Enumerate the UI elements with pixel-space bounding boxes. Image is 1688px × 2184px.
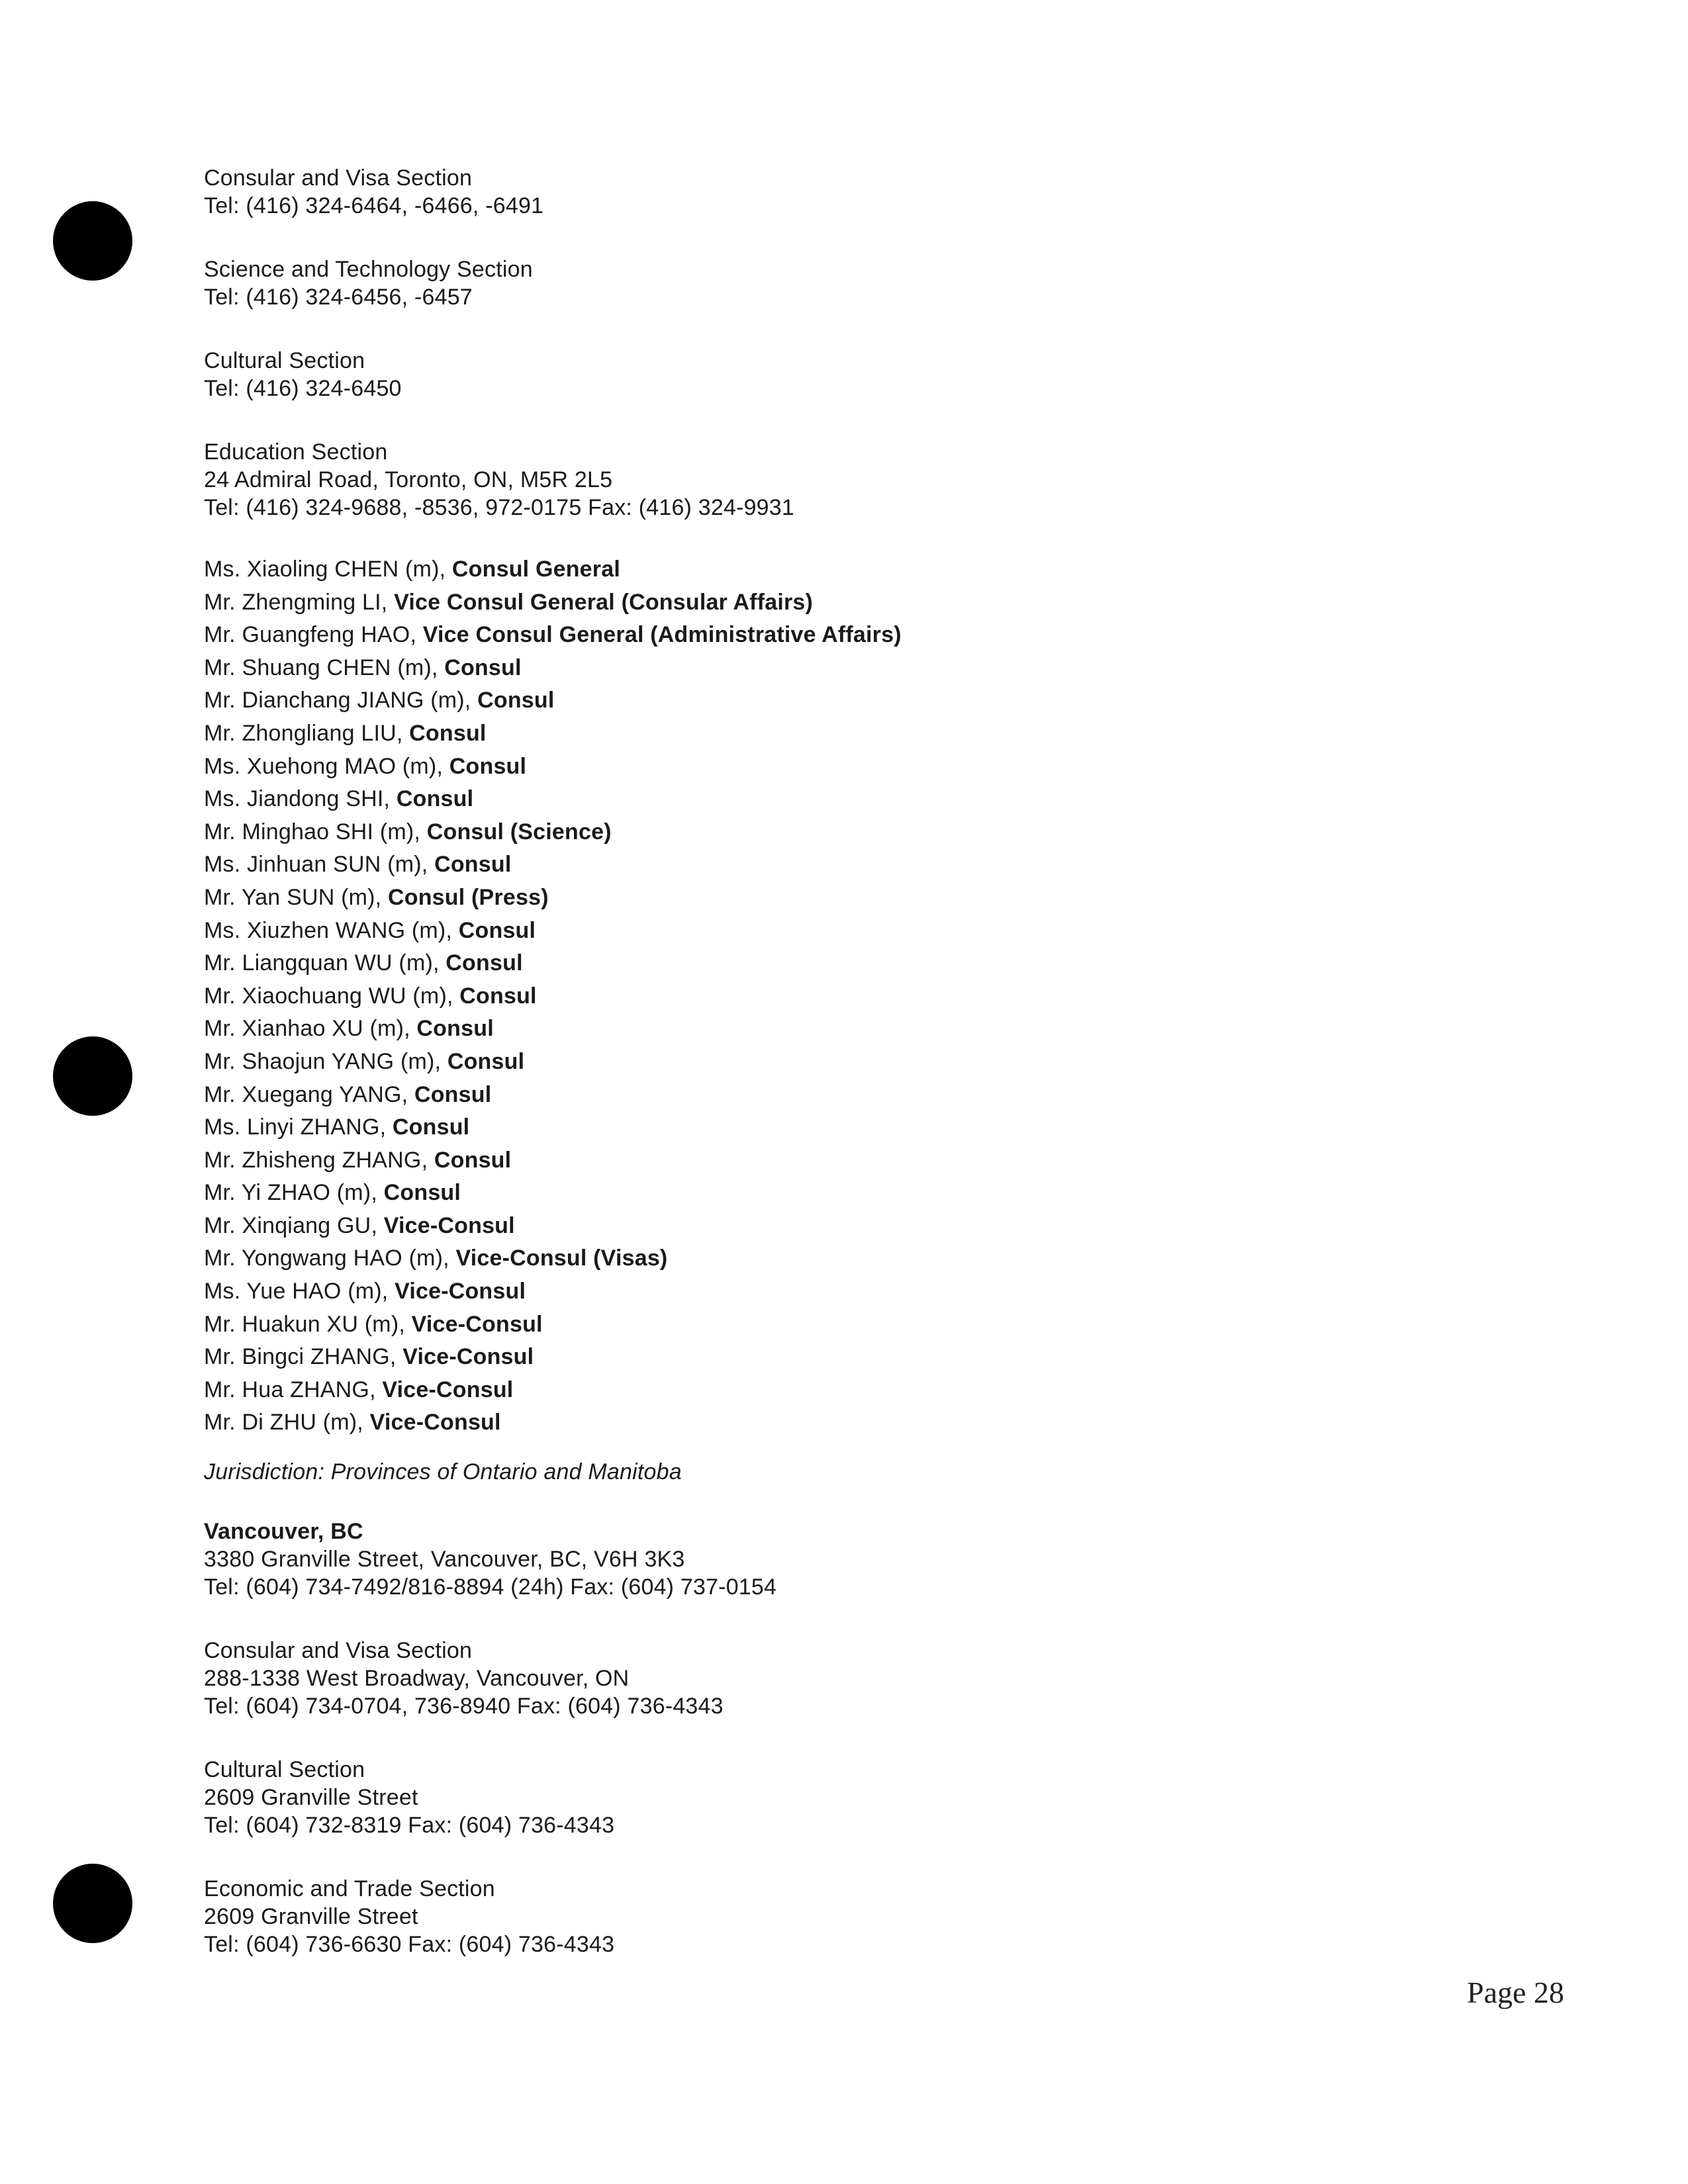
section-detail-line: Tel: (604) 736-6630 Fax: (604) 736-4343 [204,1932,615,1958]
staff-row [204,553,1462,586]
staff-title: Consul [447,1048,525,1074]
staff-row [204,619,1462,652]
section-detail-line: Tel: (604) 732-8319 Fax: (604) 736-4343 [204,1813,615,1839]
section-detail-line: Tel: (604) 734-0704, 736-8940 Fax: (604) 736-4343 [204,1694,724,1719]
staff-title: Consul General [451,557,620,582]
staff-list [204,553,1462,1439]
jurisdiction-note: Jurisdiction: Provinces of Ontario and Manitoba [204,1459,682,1485]
staff-title: Vice-Consul [383,1212,515,1238]
staff-row [204,882,1462,915]
staff-name: Mr. Xiaochuang WU (m), [204,983,460,1009]
section-block [204,1637,1462,1720]
staff-title: Consul [434,1147,512,1173]
staff-name: Mr. Yi ZHAO (m), [204,1180,384,1206]
staff-row [204,980,1462,1013]
staff-name: Ms. Xuehong MAO (m), [204,753,449,779]
section-block [204,255,1462,311]
staff-row [204,1013,1462,1046]
staff-name: Ms. Linyi ZHANG, [204,1115,393,1140]
vancouver-consulate [204,1518,1462,1601]
section-title: Consular and Visa Section [204,1638,473,1664]
section-block [204,164,1462,220]
staff-name: Mr. Liangquan WU (m), [204,950,446,976]
staff-row [204,848,1462,882]
staff-title: Consul [434,852,512,878]
section-block [204,1756,1462,1839]
staff-row [204,947,1462,980]
staff-title: Vice-Consul [369,1410,501,1435]
staff-name: Mr. Yongwang HAO (m), [204,1246,456,1271]
staff-name: Ms. Xiaoling CHEN (m), [204,557,452,582]
staff-row [204,1308,1462,1342]
staff-title: Vice-Consul [402,1344,534,1370]
staff-title: Consul [383,1180,461,1206]
staff-name: Ms. Jiandong SHI, [204,786,397,812]
section-detail-line: 2609 Granville Street [204,1785,418,1811]
staff-row [204,1406,1462,1439]
section-title: Cultural Section [204,1757,365,1783]
section-title: Science and Technology Section [204,257,533,282]
staff-name: Mr. Hua ZHANG, [204,1377,383,1402]
staff-title: Consul [458,917,536,943]
section-title: Economic and Trade Section [204,1876,495,1902]
staff-title: Consul [459,983,537,1009]
staff-row [204,652,1462,685]
staff-name: Mr. Zhongliang LIU, [204,720,410,746]
section-title: Consular and Visa Section [204,165,473,191]
staff-title: Consul [392,1115,470,1140]
staff-name: Mr. Shuang CHEN (m), [204,655,445,680]
staff-row [204,816,1462,849]
staff-name: Mr. Minghao SHI (m), [204,819,427,844]
staff-title: Vice Consul General (Administrative Affairs) [422,622,902,648]
staff-name: Mr. Xinqiang GU, [204,1212,384,1238]
staff-row [204,1374,1462,1407]
staff-name: Ms. Yue HAO (m), [204,1279,395,1304]
staff-row [204,1341,1462,1374]
staff-title: Consul [444,655,522,680]
section-detail-line: 24 Admiral Road, Toronto, ON, M5R 2L5 [204,467,613,492]
staff-row [204,1210,1462,1243]
section-detail-line: 2609 Granville Street [204,1904,418,1930]
staff-row [204,1275,1462,1308]
section-title: Cultural Section [204,348,365,373]
section-title: Education Section [204,439,388,465]
section-detail-line: Tel: (416) 324-6464, -6466, -6491 [204,193,544,218]
staff-name: Mr. Zhisheng ZHANG, [204,1147,434,1173]
staff-title: Consul (Science) [426,819,612,844]
staff-name: Mr. Dianchang JIANG (m), [204,688,478,713]
punch-hole-top [53,201,132,281]
staff-title: Consul [416,1016,494,1042]
staff-name: Mr. Bingci ZHANG, [204,1344,403,1370]
staff-title: Consul [445,950,523,976]
staff-row [204,915,1462,948]
staff-row [204,1242,1462,1275]
section-detail-line: Tel: (416) 324-9688, -8536, 972-0175 Fax: (416) 324-9931 [204,495,795,520]
staff-row [204,751,1462,784]
staff-name: Ms. Jinhuan SUN (m), [204,852,435,878]
toronto-sections [204,164,1462,522]
staff-title: Consul [414,1081,492,1107]
staff-row [204,1111,1462,1144]
staff-name: Mr. Shaojun YANG (m), [204,1048,447,1074]
staff-row [204,1046,1462,1079]
section-detail-line: Tel: (416) 324-6450 [204,376,402,401]
staff-title: Consul [409,720,487,746]
staff-name: Mr. Zhengming LI, [204,589,395,615]
staff-name: Mr. Di ZHU (m), [204,1410,370,1435]
staff-row [204,717,1462,751]
page-content [204,164,1462,1994]
staff-row [204,1177,1462,1210]
city-heading: Vancouver, BC [204,1519,363,1545]
staff-row [204,1079,1462,1112]
staff-title: Consul [396,786,474,812]
page-number: Page 28 [1467,1976,1564,2009]
staff-title: Vice Consul General (Consular Affairs) [394,589,814,615]
vancouver-sections [204,1637,1462,1958]
staff-row [204,684,1462,717]
staff-title: Vice-Consul (Visas) [455,1246,668,1271]
section-detail-line: Tel: (416) 324-6456, -6457 [204,285,473,310]
staff-row [204,1144,1462,1177]
section-block [204,1875,1462,1958]
staff-name: Mr. Huakun XU (m), [204,1311,412,1337]
punch-hole-middle [53,1036,132,1116]
punch-hole-bottom [53,1864,132,1943]
staff-row [204,783,1462,816]
address-line: 3380 Granville Street, Vancouver, BC, V6H 3K3 [204,1547,685,1572]
section-detail-line: 288-1338 West Broadway, Vancouver, ON [204,1666,630,1692]
staff-title: Vice-Consul [411,1311,543,1337]
staff-name: Mr. Xianhao XU (m), [204,1016,417,1042]
staff-title: Consul (Press) [387,884,549,910]
staff-title: Vice-Consul [395,1279,526,1304]
staff-name: Mr. Yan SUN (m), [204,884,388,910]
staff-title: Vice-Consul [382,1377,514,1402]
staff-row [204,586,1462,619]
staff-name: Mr. Xuegang YANG, [204,1081,414,1107]
section-block [204,438,1462,522]
staff-name: Ms. Xiuzhen WANG (m), [204,917,459,943]
staff-title: Consul [477,688,555,713]
staff-name: Mr. Guangfeng HAO, [204,622,423,648]
staff-title: Consul [449,753,527,779]
tel-line: Tel: (604) 734-7492/816-8894 (24h) Fax: (604) 737-0154 [204,1574,777,1600]
section-block [204,347,1462,402]
